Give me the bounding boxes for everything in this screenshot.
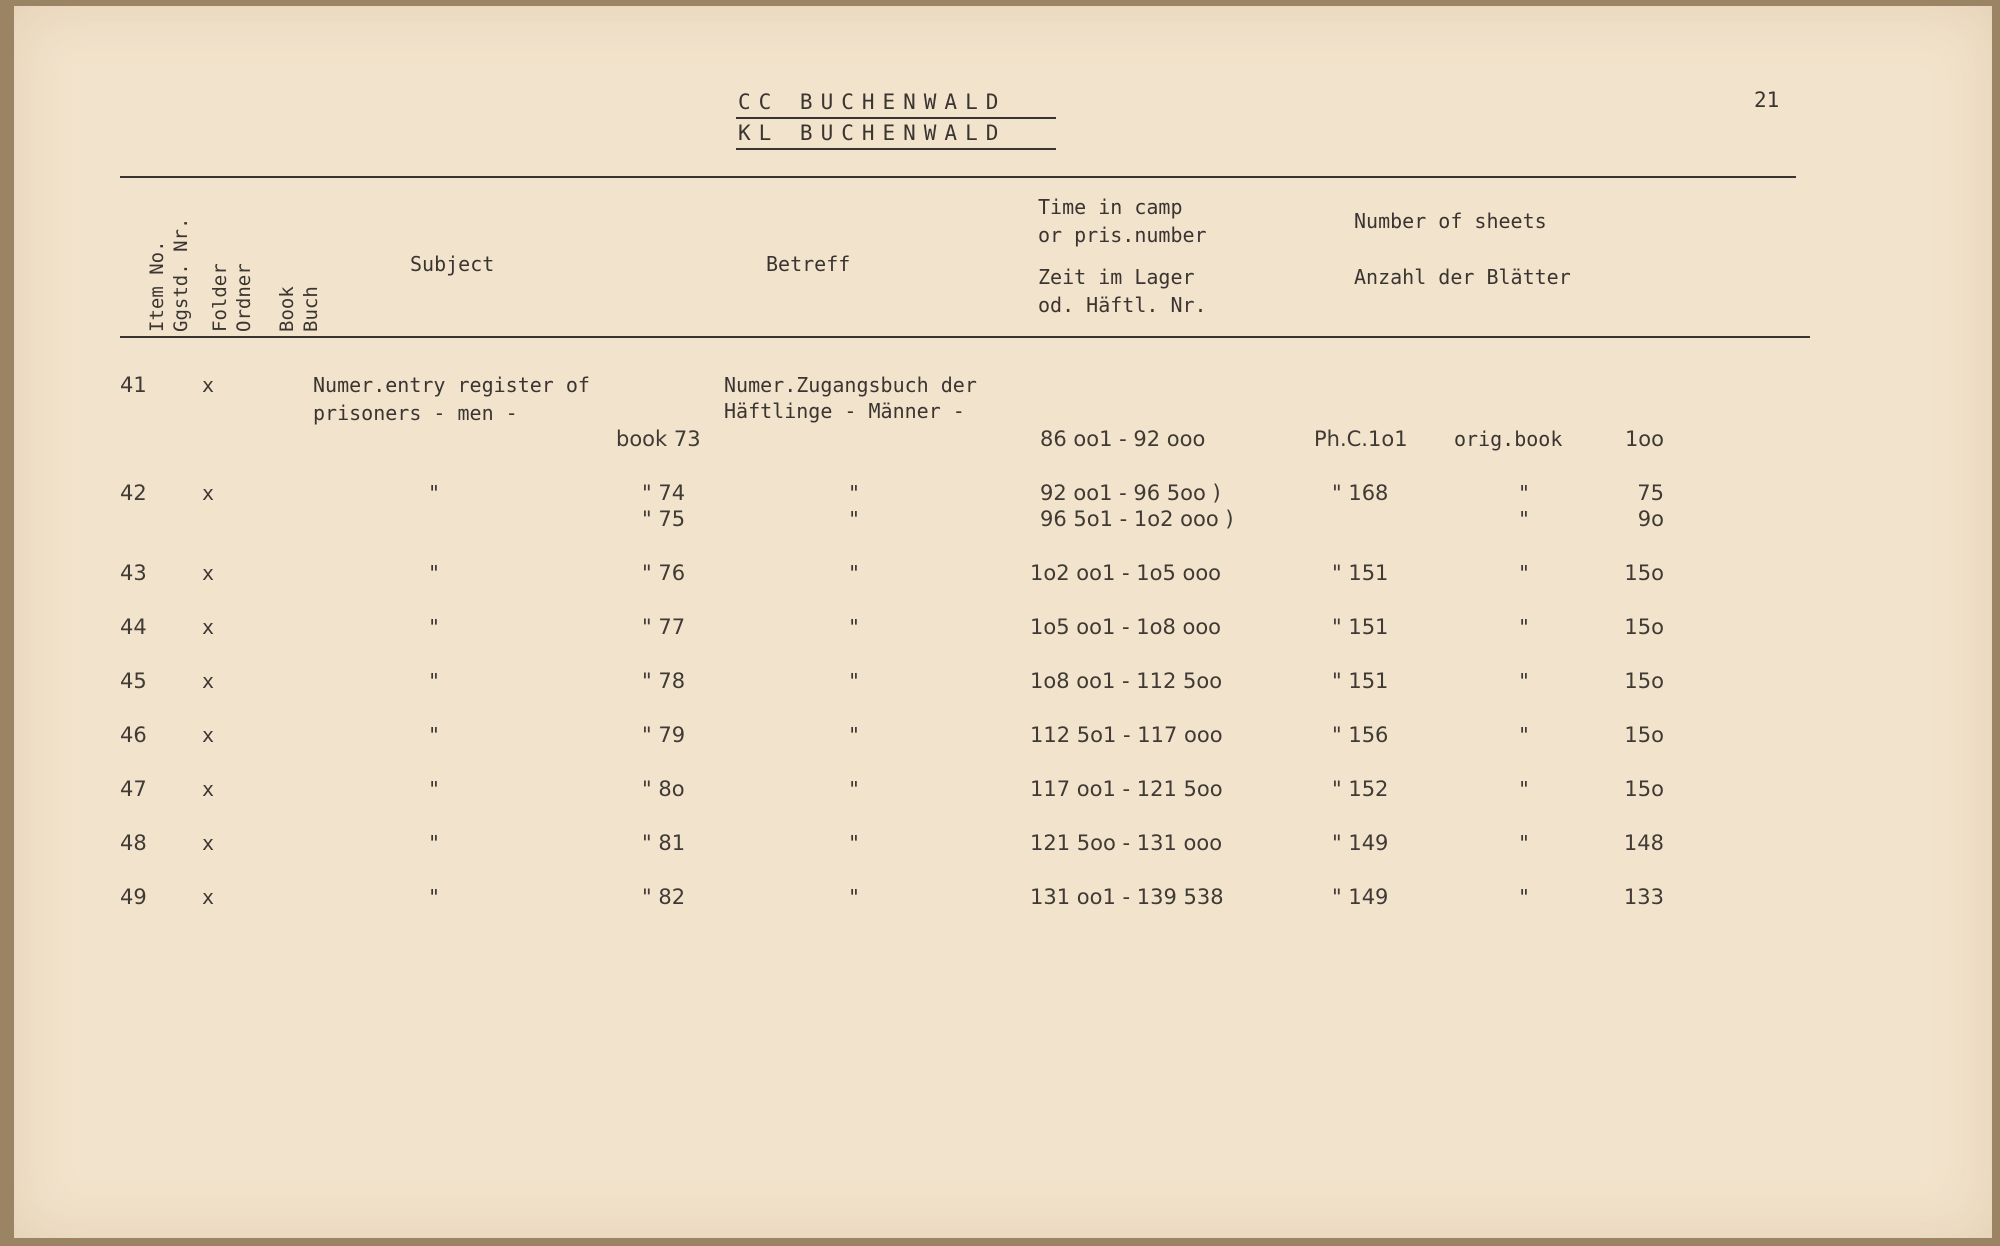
column-item-de: Ggstd. Nr. (170, 217, 192, 332)
photocopy-reference: Ph.C.1o1 (1314, 427, 1408, 451)
column-time-de-1: Zeit im Lager (1038, 265, 1195, 289)
prisoner-number-range-secondary: 96 5o1 - 1o2 ooo ) (1040, 507, 1234, 531)
column-time-de-2: od. Häftl. Nr. (1038, 293, 1207, 317)
book-number: " 8o (642, 777, 685, 801)
sheet-count: 75 (1637, 481, 1664, 505)
header-rule-bottom (120, 336, 1810, 338)
folder-mark: x (202, 481, 215, 505)
prisoner-number-range: 1o2 oo1 - 1o5 ooo (1030, 561, 1222, 585)
original-book: " (1518, 885, 1531, 909)
folder-mark: x (202, 723, 215, 747)
photocopy-reference: " 151 (1332, 615, 1389, 639)
original-book: " (1518, 777, 1531, 801)
original-book: orig.book (1454, 427, 1563, 451)
betreff-ditto: " (848, 723, 861, 747)
betreff-ditto: " (848, 615, 861, 639)
original-book: " (1518, 481, 1531, 505)
subject-line-1: Numer.entry register of (313, 373, 590, 397)
sheet-count: 133 (1623, 885, 1664, 909)
sheet-count: 15o (1624, 561, 1664, 585)
book-number: " 77 (642, 615, 686, 639)
column-sheets-en: Number of sheets (1354, 209, 1547, 233)
book-number: book 73 (616, 427, 701, 451)
column-item-en: Item No. (146, 240, 168, 332)
folder-mark: x (202, 885, 215, 909)
prisoner-number-range: 1o5 oo1 - 1o8 ooo (1030, 615, 1222, 639)
title-english: CC BUCHENWALD (736, 88, 1056, 119)
betreff-ditto-secondary: " (848, 507, 861, 531)
betreff-line-1: Numer.Zugangsbuch der (724, 373, 977, 397)
folder-mark: x (202, 373, 215, 397)
betreff-ditto: " (848, 481, 861, 505)
folder-mark: x (202, 615, 215, 639)
column-item-de-label (170, 218, 192, 332)
betreff-line-2: Häftlinge - Männer - (724, 399, 965, 423)
prisoner-number-range: 86 oo1 - 92 ooo (1040, 427, 1206, 451)
item-number: 48 (120, 831, 147, 855)
original-book-secondary: " (1518, 507, 1531, 531)
column-folder-en: Folder (209, 263, 231, 332)
column-time-en-1: Time in camp (1038, 195, 1183, 219)
prisoner-number-range: 117 oo1 - 121 5oo (1030, 777, 1223, 801)
book-number: " 76 (642, 561, 686, 585)
book-number: " 74 (642, 481, 686, 505)
sheet-count: 15o (1624, 615, 1664, 639)
subject-ditto: " (428, 831, 441, 855)
folder-mark: x (202, 669, 215, 693)
prisoner-number-range: 92 oo1 - 96 5oo ) (1040, 481, 1221, 505)
photocopy-reference: " 156 (1332, 723, 1389, 747)
folder-mark: x (202, 777, 215, 801)
sheet-count: 148 (1623, 831, 1664, 855)
item-number: 41 (120, 373, 147, 397)
photocopy-reference: " 151 (1332, 669, 1389, 693)
photocopy-reference: " 149 (1332, 885, 1389, 909)
item-number: 45 (120, 669, 147, 693)
original-book: " (1518, 831, 1531, 855)
column-book-label (276, 286, 298, 332)
prisoner-number-range: 121 5oo - 131 ooo (1030, 831, 1223, 855)
photocopy-reference: " 168 (1332, 481, 1389, 505)
column-subject: Subject (410, 252, 495, 276)
betreff-ditto: " (848, 831, 861, 855)
subject-ditto: " (428, 885, 441, 909)
folder-mark: x (202, 831, 215, 855)
subject-ditto: " (428, 723, 441, 747)
column-sheets-de: Anzahl der Blätter (1354, 265, 1571, 289)
subject-ditto: " (428, 615, 441, 639)
betreff-ditto: " (848, 777, 861, 801)
betreff-ditto: " (848, 885, 861, 909)
document-page (14, 6, 1992, 1238)
sheet-count: 15o (1624, 777, 1664, 801)
column-book-en: Book (276, 286, 298, 332)
book-number-secondary: " 75 (642, 507, 686, 531)
book-number: " 81 (642, 831, 686, 855)
item-number: 49 (120, 885, 147, 909)
photocopy-reference: " 149 (1332, 831, 1389, 855)
sheet-count: 15o (1624, 723, 1664, 747)
book-number: " 79 (642, 723, 686, 747)
sheet-count-secondary: 9o (1637, 507, 1664, 531)
column-betreff: Betreff (766, 252, 851, 276)
page-number: 21 (1754, 88, 1780, 112)
betreff-ditto: " (848, 561, 861, 585)
column-folder-de: Ordner (233, 263, 255, 332)
item-number: 44 (120, 615, 147, 639)
betreff-ditto: " (848, 669, 861, 693)
item-number: 47 (120, 777, 147, 801)
prisoner-number-range: 112 5o1 - 117 ooo (1030, 723, 1223, 747)
column-folder-label (209, 263, 231, 332)
header-rule-top (120, 176, 1796, 178)
item-number: 43 (120, 561, 147, 585)
sheet-count: 1oo (1624, 427, 1664, 451)
column-time-en-2: or pris.number (1038, 223, 1207, 247)
column-book-de-label (300, 286, 322, 332)
prisoner-number-range: 131 oo1 - 139 538 (1030, 885, 1224, 909)
subject-line-2: prisoners - men - (313, 401, 518, 425)
photocopy-reference: " 152 (1332, 777, 1389, 801)
title-block (736, 88, 1056, 150)
title-german: KL BUCHENWALD (736, 119, 1056, 150)
original-book: " (1518, 615, 1531, 639)
subject-ditto: " (428, 561, 441, 585)
sheet-count: 15o (1624, 669, 1664, 693)
column-folder-de-label (233, 263, 255, 332)
item-number: 42 (120, 481, 147, 505)
item-number: 46 (120, 723, 147, 747)
subject-ditto: " (428, 481, 441, 505)
prisoner-number-range: 1o8 oo1 - 112 5oo (1030, 669, 1223, 693)
book-number: " 82 (642, 885, 686, 909)
original-book: " (1518, 669, 1531, 693)
photocopy-reference: " 151 (1332, 561, 1389, 585)
book-number: " 78 (642, 669, 686, 693)
subject-ditto: " (428, 777, 441, 801)
original-book: " (1518, 561, 1531, 585)
original-book: " (1518, 723, 1531, 747)
column-book-de: Buch (300, 286, 322, 332)
subject-ditto: " (428, 669, 441, 693)
folder-mark: x (202, 561, 215, 585)
column-item-label (146, 240, 168, 332)
